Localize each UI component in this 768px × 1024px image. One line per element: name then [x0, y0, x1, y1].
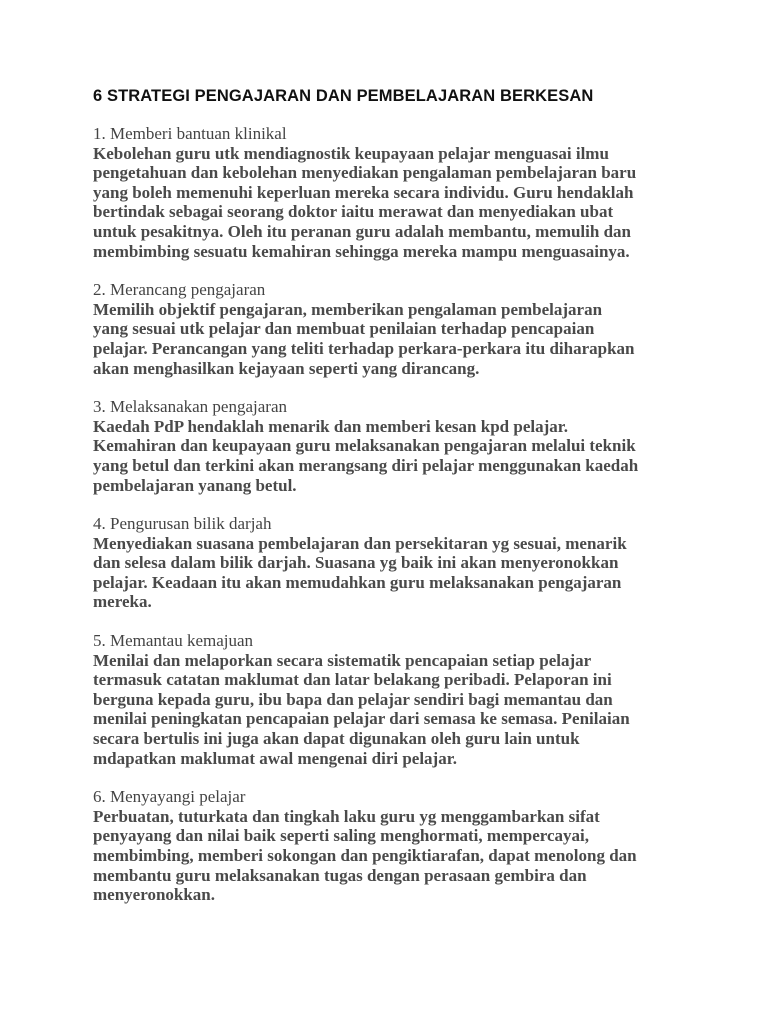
- section-heading: 2. Merancang pengajaran: [93, 280, 266, 300]
- body-line: yang boleh memenuhi keperluan mereka secara individu. Guru hendaklah: [93, 182, 634, 202]
- body-line: pelajar. Perancangan yang teliti terhadap perkara-perkara itu diharapkan: [93, 338, 635, 358]
- section-3: [93, 397, 693, 495]
- body-line: untuk pesakitnya. Oleh itu peranan guru adalah membantu, memulih dan: [93, 221, 631, 241]
- section-body: [93, 144, 693, 262]
- section-2: [93, 280, 693, 378]
- section-body: [93, 807, 693, 905]
- body-line: penyayang dan nilai baik seperti saling menghormati, mempercayai,: [93, 826, 590, 846]
- section-4: [93, 514, 693, 612]
- document-sections: [93, 124, 693, 905]
- body-line: menyeronokkan.: [93, 885, 216, 905]
- body-line: dan selesa dalam bilik darjah. Suasana yg baik ini akan menyeronokkan: [93, 553, 619, 573]
- section-heading: 4. Pengurusan bilik darjah: [93, 514, 272, 534]
- section-body: [93, 417, 693, 495]
- body-line: pelajar. Keadaan itu akan memudahkan guru melaksanakan pengajaran: [93, 572, 622, 592]
- body-line: berguna kepada guru, ibu bapa dan pelajar sendiri bagi memantau dan: [93, 689, 613, 709]
- section-heading: 1. Memberi bantuan klinikal: [93, 124, 287, 143]
- body-line: mereka.: [93, 592, 152, 612]
- section-body: [93, 534, 693, 612]
- body-line: menilai peningkatan pencapaian pelajar dari semasa ke semasa. Penilaian: [93, 709, 630, 729]
- body-line: mdapatkan maklumat awal mengenai diri pelajar.: [93, 748, 457, 768]
- body-line: Kemahiran dan keupayaan guru melaksanakan pengajaran melalui teknik: [93, 436, 636, 456]
- body-line: Memilih objektif pengajaran, memberikan pengalaman pembelajaran: [93, 299, 603, 319]
- document-title: 6 STRATEGI PENGAJARAN DAN PEMBELAJARAN BERKESAN: [93, 87, 594, 105]
- body-line: membimbing sesuatu kemahiran sehingga mereka mampu menguasainya.: [93, 241, 630, 261]
- body-line: Kebolehan guru utk mendiagnostik keupayaan pelajar menguasai ilmu: [93, 143, 609, 163]
- document-page: [93, 86, 693, 924]
- body-line: akan menghasilkan kejayaan seperti yang dirancang.: [93, 358, 480, 378]
- body-line: membimbing, memberi sokongan dan pengiktiarafan, dapat menolong dan: [93, 846, 637, 865]
- section-body: [93, 300, 693, 378]
- body-line: pengetahuan dan kebolehan menyediakan pengalaman pembelajaran baru: [93, 163, 637, 183]
- section-heading: 3. Melaksanakan pengajaran: [93, 397, 287, 417]
- body-line: yang sesuai utk pelajar dan membuat penilaian terhadap pencapaian: [93, 319, 595, 339]
- body-line: yang betul dan terkini akan merangsang diri pelajar menggunakan kaedah: [93, 455, 639, 475]
- body-line: Menyediakan suasana pembelajaran dan persekitaran yg sesuai, menarik: [93, 533, 627, 553]
- body-line: secara bertulis ini juga akan dapat digunakan oleh guru lain untuk: [93, 729, 580, 749]
- section-heading: 6. Menyayangi pelajar: [93, 787, 246, 807]
- body-line: pembelajaran yanang betul.: [93, 475, 297, 495]
- section-body: [93, 651, 693, 769]
- section-heading: 5. Memantau kemajuan: [93, 631, 254, 651]
- body-line: termasuk catatan maklumat dan latar belakang peribadi. Pelaporan ini: [93, 670, 612, 690]
- body-line: Perbuatan, tuturkata dan tingkah laku guru yg menggambarkan sifat: [93, 806, 600, 826]
- section-1: [93, 124, 693, 261]
- section-6: [93, 787, 693, 905]
- body-line: Menilai dan melaporkan secara sistematik pencapaian setiap pelajar: [93, 650, 592, 670]
- section-5: [93, 631, 693, 768]
- body-line: Kaedah PdP hendaklah menarik dan memberi kesan kpd pelajar.: [93, 416, 568, 436]
- body-line: membantu guru melaksanakan tugas dengan perasaan gembira dan: [93, 865, 587, 885]
- body-line: bertindak sebagai seorang doktor iaitu merawat dan menyediakan ubat: [93, 202, 614, 222]
